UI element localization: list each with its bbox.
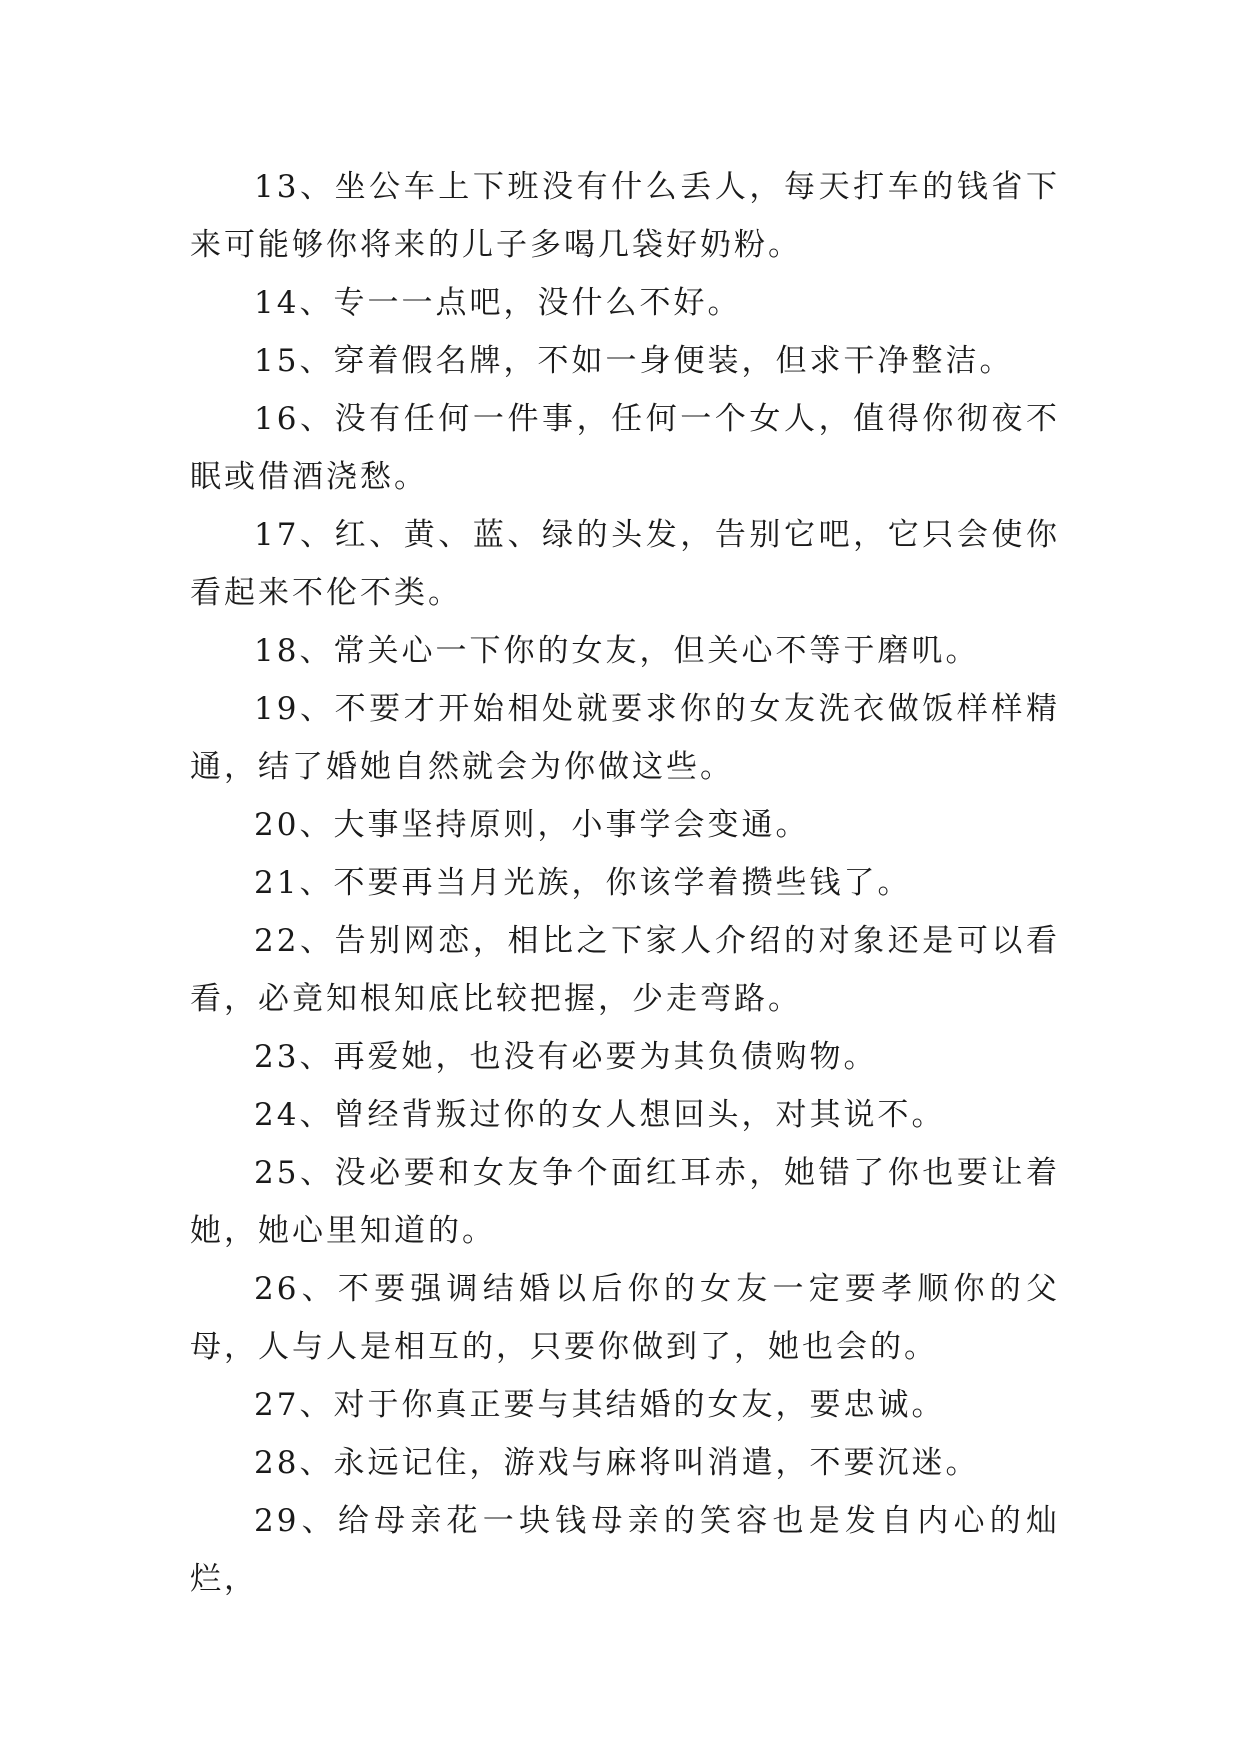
paragraph-24: 24、曾经背叛过你的女人想回头，对其说不。 [254, 1097, 946, 1133]
paragraph-28: 28、永远记住，游戏与麻将叫消遣，不要沉迷。 [254, 1445, 980, 1481]
document-body [190, 158, 1060, 1608]
paragraph-14: 14、专一一点吧，没什么不好。 [254, 285, 742, 321]
paragraph-18: 18、常关心一下你的女友，但关心不等于磨叽。 [254, 633, 980, 669]
paragraph-29: 29、给母亲花一块钱母亲的笑容也是发自内心的灿烂， [190, 1503, 1060, 1597]
paragraph-17: 17、红、黄、蓝、绿的头发，告别它吧，它只会使你看起来不伦不类。 [190, 517, 1060, 611]
paragraph-21: 21、不要再当月光族，你该学着攒些钱了。 [254, 865, 912, 901]
paragraph-25: 25、没必要和女友争个面红耳赤，她错了你也要让着她，她心里知道的。 [190, 1155, 1060, 1249]
paragraph-27: 27、对于你真正要与其结婚的女友，要忠诚。 [254, 1387, 946, 1423]
paragraph-26: 26、不要强调结婚以后你的女友一定要孝顺你的父母，人与人是相互的，只要你做到了，她也会的。 [190, 1271, 1060, 1365]
paragraph-16: 16、没有任何一件事，任何一个女人，值得你彻夜不眠或借酒浇愁。 [190, 401, 1060, 495]
paragraph-13: 13、坐公车上下班没有什么丢人，每天打车的钱省下来可能够你将来的儿子多喝几袋好奶粉。 [190, 169, 1060, 263]
paragraph-19: 19、不要才开始相处就要求你的女友洗衣做饭样样精通，结了婚她自然就会为你做这些。 [190, 691, 1060, 785]
paragraph-15: 15、穿着假名牌，不如一身便装，但求干净整洁。 [254, 343, 1014, 379]
paragraph-23: 23、再爱她，也没有必要为其负债购物。 [254, 1039, 878, 1075]
paragraph-20: 20、大事坚持原则，小事学会变通。 [254, 807, 810, 843]
paragraph-22: 22、告别网恋，相比之下家人介绍的对象还是可以看看，必竟知根知底比较把握，少走弯路。 [190, 923, 1060, 1017]
